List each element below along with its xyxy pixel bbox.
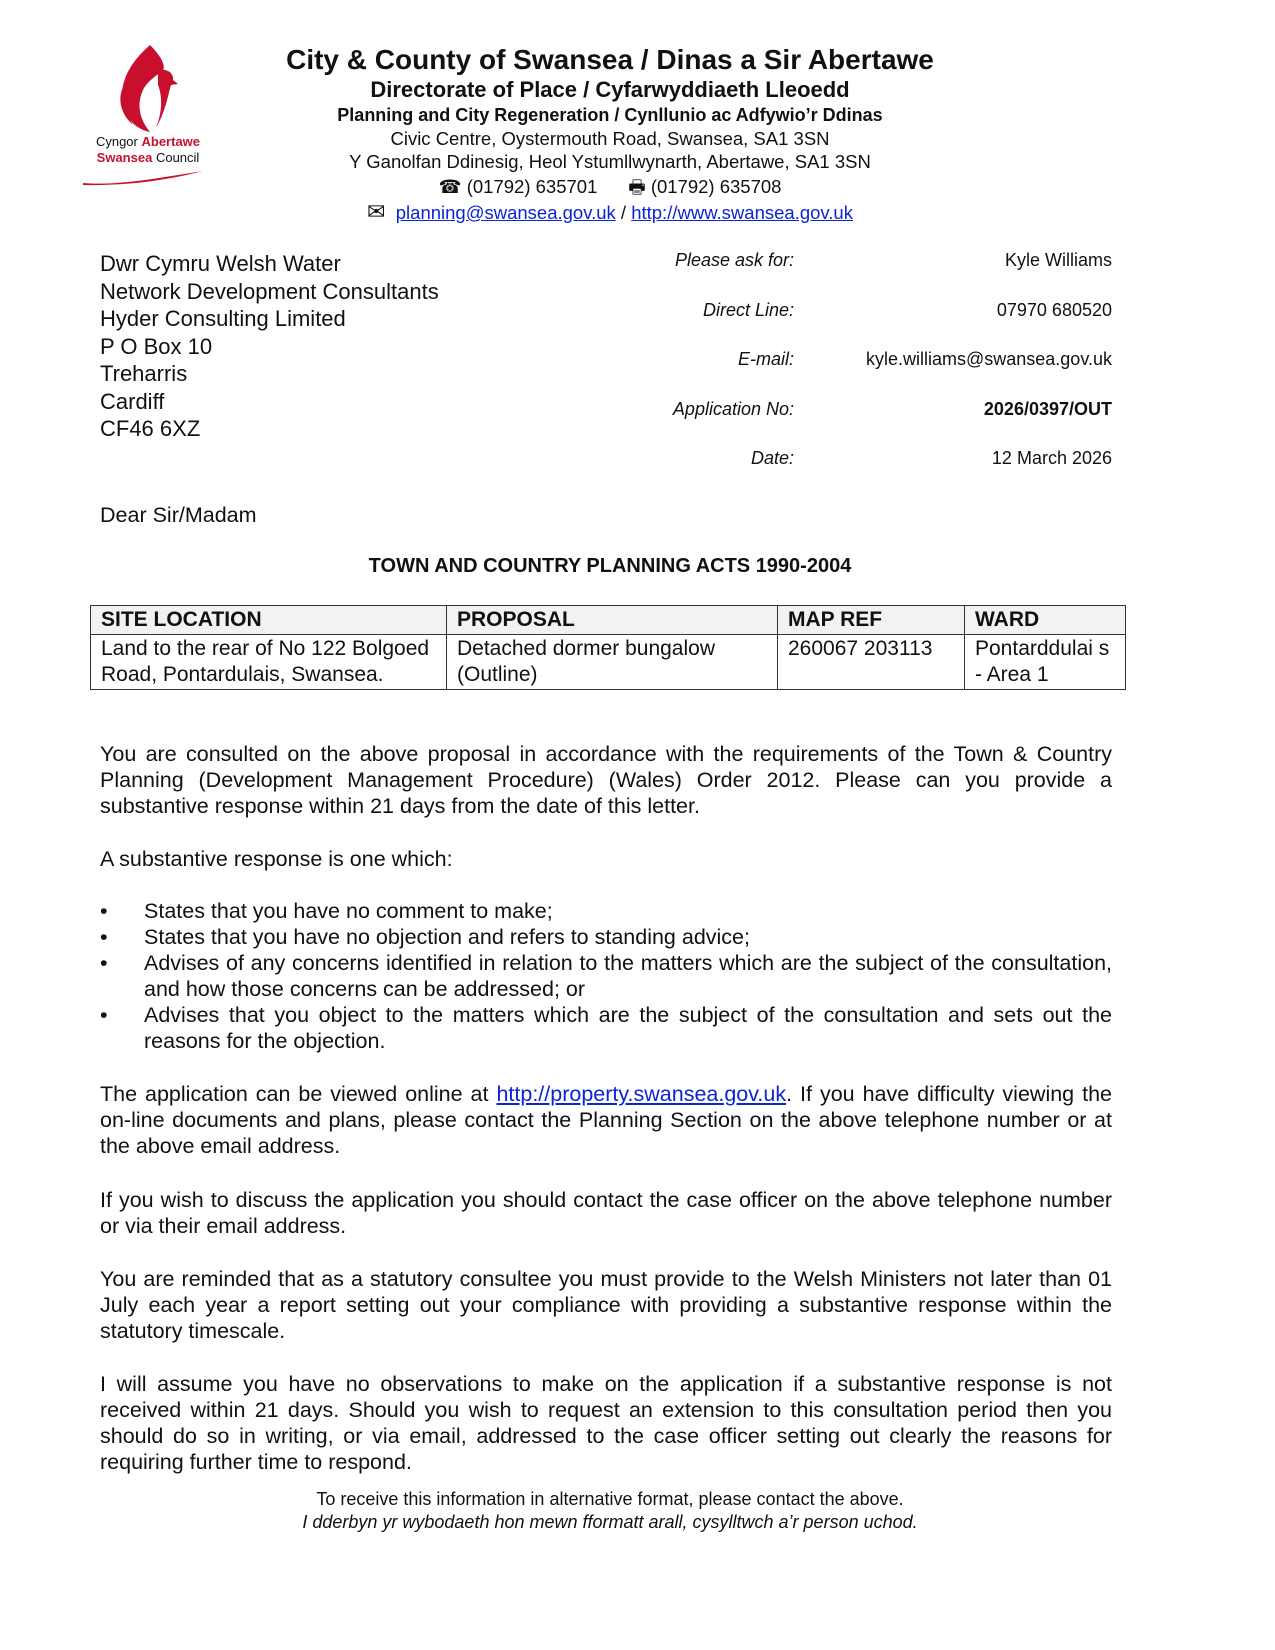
list-item: • States that you have no comment to make; (100, 898, 1112, 924)
paragraph-discuss: If you wish to discuss the application you should contact the case officer on the above telephone number or via their email address. (100, 1188, 1112, 1238)
paragraph-reminder: You are reminded that as a statutory consultee you must provide to the Welsh Ministers not later than 01 July each year a report setting out your compliance with providing a substantive response within the statutory timescale. (100, 1267, 1112, 1343)
phone-icon: ☎ (438, 176, 462, 197)
dragon-icon (78, 40, 218, 135)
footer: To receive this information in alternative format, please contact the above. I dderbyn yr wybodaeth hon mewn fformatt arall, cysylltwch a’r person uchod. (302, 1489, 918, 1532)
department: Planning and City Regeneration / Cynllunio ac Adfywio’r Ddinas (337, 105, 883, 125)
council-title: City & County of Swansea / Dinas a Sir Abertawe (286, 44, 934, 75)
recipient-address: Dwr Cymru Welsh Water Network Development Consultants Hyder Consulting Limited P O Box 10 Treharris Cardiff CF46 6XZ (100, 251, 439, 441)
envelope-icon: ✉ (367, 199, 386, 224)
council-logo (78, 40, 218, 190)
list-item: • Advises that you object to the matters which are the subject of the consultation and sets out the reasons for the objection. (100, 1002, 1112, 1054)
address-en: Civic Centre, Oystermouth Road, Swansea, SA1 3SN (390, 128, 830, 149)
contact-links: ✉ planning@swansea.gov.uk / http://www.swansea.gov.uk (367, 199, 853, 224)
fax-icon: 🖶 (628, 176, 646, 197)
website-link[interactable]: http://www.swansea.gov.uk (631, 202, 853, 223)
response-criteria-list (100, 898, 1112, 1054)
property-link[interactable]: http://property.swansea.gov.uk (496, 1082, 787, 1106)
paragraph-consultation: You are consulted on the above proposal in accordance with the requirements of the Town & Country Planning (Development Management Procedure) (Wales) Order 2012. Please can you provide a substantive response within 21 days from the date of this letter. (100, 742, 1112, 818)
contact-numbers: ☎ (01792) 635701 🖶 (01792) 635708 (438, 176, 782, 197)
reference-details (620, 250, 1112, 498)
paragraph-assumption: I will assume you have no observations to make on the application if a substantive response is not received within 21 days. Should you wish to request an extension to this consultation period then you should do so in writing, or via email, addressed to the case officer setting out clearly the reasons for requiring further time to respond. (100, 1372, 1112, 1474)
application-table (90, 605, 1126, 690)
logo-text: Cyngor Abertawe Swansea Council (95, 134, 201, 165)
list-item: • Advises of any concerns identified in relation to the matters which are the subject of the consultation, and how those concerns can be addressed; or (100, 950, 1112, 1002)
swoosh-icon (78, 168, 218, 188)
list-item: • States that you have no objection and refers to standing advice; (100, 924, 1112, 950)
email-link[interactable]: planning@swansea.gov.uk (395, 202, 616, 223)
section-heading: TOWN AND COUNTRY PLANNING ACTS 1990-2004 (368, 555, 852, 577)
meta-application-no: Application No: 2026/0397/OUT (672, 398, 1112, 419)
meta-contact: Please ask for: Kyle Williams (674, 250, 1112, 270)
paragraph-online: The application can be viewed online at http://property.swansea.gov.uk. If you have difficulty viewing the on-line documents and plans, please contact the Planning Section on the above telephone number or at the above email address. (100, 1082, 1112, 1158)
table-row: Land to the rear of No 122 Bolgoed Road, Pontardulais, Swansea. Detached dormer bungalow (Outline) 260067 203113 Pontarddulai s - Area 1 (91, 635, 1126, 690)
meta-email: E-mail: kyle.williams@swansea.gov.uk (737, 349, 1112, 369)
salutation: Dear Sir/Madam (100, 503, 257, 527)
table-header-row: SITE LOCATION PROPOSAL MAP REF WARD (91, 606, 1126, 635)
paragraph-substantive: A substantive response is one which: (100, 847, 453, 871)
directorate: Directorate of Place / Cyfarwyddiaeth Lleoedd (370, 77, 850, 102)
meta-date: Date: 12 March 2026 (750, 448, 1112, 468)
meta-direct-line: Direct Line: 07970 680520 (702, 299, 1112, 320)
address-cy: Y Ganolfan Ddinesig, Heol Ystumllwynarth, Abertawe, SA1 3SN (349, 151, 871, 172)
